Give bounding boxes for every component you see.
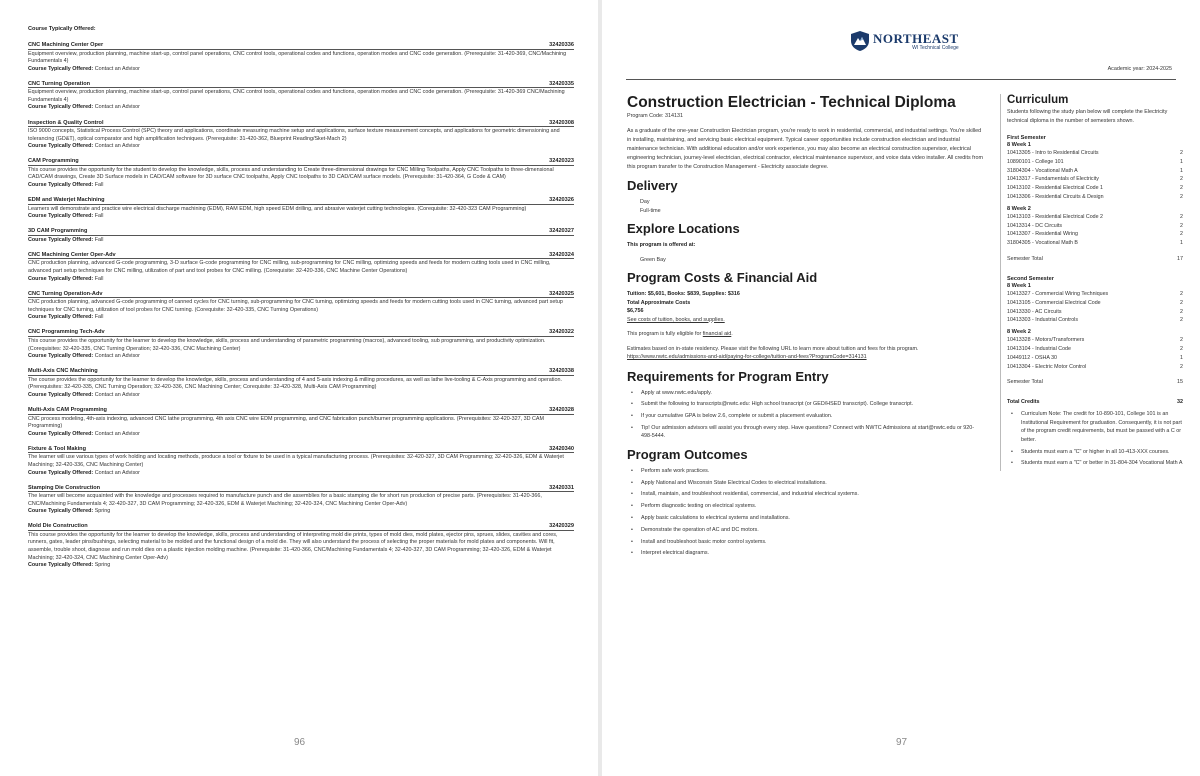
curriculum-course-title: 10413314 - DC Circuits [1007, 222, 1063, 229]
locations-heading: Explore Locations [627, 221, 740, 236]
course-code: 32420322 [549, 329, 574, 336]
curriculum-course-title: 10413102 - Residential Electrical Code 1 [1007, 185, 1103, 192]
course-header [28, 158, 574, 166]
course-name: CNC Machining Center Oper-Adv [28, 251, 116, 258]
course-code: 32420325 [549, 290, 574, 297]
curriculum-course-row [1007, 230, 1183, 239]
outcome-item: • Demonstrate the operation of AC and DC motors. [627, 526, 983, 535]
course-description: The course provides the opportunity for the learner to develop the knowledge, skills, process and understanding of 4 and 5-axis indexing & milling procedures, as well as lathe live-tooling & C-Axis programming and operation. (Prerequisites: 32-420-335, CNC Turning Operation; 32-420-336, CNC Machining Center; Corequisite: 32-420-328, Multi-Axis CAM Programming) [28, 376, 562, 391]
course-offered-label: Course Typically Offered: [28, 391, 94, 398]
course-entry [28, 329, 574, 360]
curriculum-course-credits: 1 [1180, 158, 1183, 165]
curriculum-course-title: 10413306 - Residential Circuits & Design [1007, 193, 1104, 200]
semester-total-value: 15 [1177, 379, 1183, 386]
course-offered-line [28, 276, 574, 284]
course-offered-line [28, 104, 574, 112]
program-intro: As a graduate of the one-year Construction Electrician program, you're ready to work in residential, commercial, and industrial settings. You're skilled in installing, maintaining, and servicing basic electrical equipment. Typical career opportunities include construction electrician and industrial maintenance technician. With additional education and/or work experience, you may also become an electrical construction supervisor, electrical engineering technician, journey-level electrician, electrical contractor, electrical maintenance supervisor, and voice data video installer. All credits from this program transfer to the Construction Management - Electricity associate degree. [627, 128, 983, 170]
shield-logo-icon [850, 30, 870, 52]
curriculum-course-title: 10413304 - Electric Motor Control [1007, 363, 1087, 370]
course-header [28, 368, 574, 376]
course-offered-value: Contact an Advisor [94, 104, 140, 111]
course-offered-line [28, 431, 574, 439]
requirements-list [627, 389, 983, 441]
college-logo [850, 30, 959, 52]
course-code: 32420328 [549, 407, 574, 414]
course-offered-value: Contact an Advisor [94, 430, 140, 437]
course-description: This course provides the opportunity for the learner to develop the knowledge, skills, process and understanding of interpreting mold die prints, types of mold dies, mold plates, ejector pins, sprues, slides, cavities and cores, runners, gates, leader pins/bushings, selecting material to be molded and the functional design of a mold die. They will also understand the process of selecting the proper materials for mold plates and components. Will fit, assemble, trouble shoot, diagnose and run mold dies on a plastic injection molding machine. (Prerequisite: 31-420-366, CNC/Machining Fundamentals 4; 32-420-327, 3D CAM Programming; 32-420-326, EDM & Waterjet Machining; 32-420-324, CNC Machining Center Oper-Adv) [28, 531, 558, 561]
course-header [28, 197, 574, 205]
course-header [28, 291, 574, 299]
course-entry [28, 228, 574, 244]
course-offered-value: Fall [94, 275, 104, 282]
course-offered-value: Contact an Advisor [94, 469, 140, 476]
semester-total-label: Semester Total [1007, 379, 1043, 386]
curriculum-course-row [1007, 363, 1183, 372]
course-name: Multi-Axis CNC Machining [28, 368, 98, 375]
curriculum-course-row [1007, 158, 1183, 167]
outcome-item: • Perform safe work practices. [627, 467, 983, 476]
curriculum-notes [1007, 410, 1183, 468]
curriculum-note: • Students must earn a "C" or higher in all 10-413-XXX courses. [1007, 448, 1183, 457]
curriculum-course-title: 31804305 - Vocational Math B [1007, 240, 1078, 247]
course-offered-line [28, 470, 574, 478]
course-name: CNC Turning Operation [28, 80, 91, 87]
curriculum-course-title: 10413330 - AC Circuits [1007, 308, 1062, 315]
course-name: Mold Die Construction [28, 523, 88, 530]
curriculum-course-row [1007, 316, 1183, 325]
semester-heading: Second Semester [1007, 275, 1054, 282]
costs-heading: Program Costs & Financial Aid [627, 270, 818, 285]
course-code: 32420336 [549, 42, 574, 48]
requirement-item: • Tip! Our admission advisors will assist you through every step. Have questions? Connect with NWTC Admissions at start@nwtc.edu or 920-498-5444. [627, 424, 983, 441]
course-description: CNC production planning, advanced G-code programming, 3-D surface G-code programming for CNC milling, sub-programming for CNC milling, optimizing speeds and feeds for modern cutting tools used in CNC milling, advanced part setup techniques for CNC milling, utilization of part and tool probes for CNC milling. (Corequisite: 32-420-336, CNC Machine Center Operations) [28, 260, 551, 274]
semester-total-row [1007, 256, 1183, 262]
course-offered-line [28, 314, 574, 322]
curriculum-course-title: 10413303 - Industrial Controls [1007, 317, 1078, 324]
course-offered-value: Contact an Advisor [94, 65, 140, 72]
continued-offered-label: Course Typically Offered: [28, 26, 96, 32]
delivery-heading: Delivery [627, 178, 678, 193]
course-offered-line [28, 392, 574, 400]
course-offered-value: Fall [94, 213, 104, 220]
curriculum-course-row [1007, 184, 1183, 193]
curriculum-course-title: 10413327 - Commercial Wiring Techniques [1007, 290, 1109, 297]
curriculum-course-title: 10413104 - Industrial Code [1007, 345, 1071, 352]
course-name: EDM and Waterjet Machining [28, 197, 105, 204]
course-name: CNC Programming Tech-Adv [28, 329, 105, 336]
course-name: CNC Turning Operation-Adv [28, 290, 103, 297]
course-header [28, 252, 574, 260]
course-entry [28, 446, 574, 477]
curriculum-course-title: 10413317 - Fundamentals of Electricity [1007, 176, 1099, 183]
curriculum-course-row [1007, 336, 1183, 345]
delivery-list [627, 198, 983, 215]
course-offered-label: Course Typically Offered: [28, 213, 94, 220]
outcome-item: • Interpret electrical diagrams. [627, 549, 983, 558]
course-offered-value: Fall [94, 182, 104, 189]
course-offered-label: Course Typically Offered: [28, 469, 94, 476]
course-entry [28, 252, 574, 283]
curriculum-course-title: 10890101 - College 101 [1007, 158, 1064, 165]
curriculum-course-credits: 2 [1180, 308, 1183, 315]
course-header [28, 120, 574, 128]
course-header [28, 81, 574, 89]
course-offered-line [28, 508, 574, 516]
course-description: Equipment overview, production planning, machine start-up, control panel operations, CNC control tools, operational codes and functions, operation modes and CNC code generation. (Prerequisite: 31-420-369, CNC/Machining Fundamentals 4) [28, 50, 567, 65]
course-entry [28, 407, 574, 438]
course-entry [28, 485, 574, 516]
curriculum-course-title: 10413105 - Commercial Electrical Code [1007, 299, 1101, 306]
estimate-note: Estimates based on in-state residency. Please visit the following URL to learn more about tuition and fees for this program. [627, 345, 919, 352]
semester-total-label: Semester Total [1007, 255, 1043, 262]
course-offered-label: Course Typically Offered: [28, 353, 94, 360]
curriculum-course-credits: 2 [1180, 337, 1183, 344]
location-item: Green Bay [640, 256, 666, 263]
course-offered-line [28, 66, 574, 74]
curriculum-course-credits: 2 [1180, 222, 1183, 229]
course-offered-label: Course Typically Offered: [28, 104, 94, 111]
course-offered-value: Contact an Advisor [94, 391, 140, 398]
curriculum-course-row [1007, 345, 1183, 354]
requirements-heading: Requirements for Program Entry [627, 368, 829, 384]
total-costs-label: Total Approximate Costs [627, 299, 691, 306]
curriculum-course-title: 10413103 - Residential Electrical Code 2 [1007, 213, 1103, 220]
curriculum-course-credits: 2 [1180, 150, 1183, 156]
course-entry [28, 197, 574, 221]
course-code: 32420326 [549, 197, 574, 204]
outcome-item: • Install and troubleshoot basic motor control systems. [627, 538, 983, 547]
semester-heading: First Semester [1007, 135, 1046, 141]
course-offered-label: Course Typically Offered: [28, 508, 94, 515]
curriculum-course-row [1007, 290, 1183, 299]
logo-subtitle: WI Technical College [912, 44, 959, 51]
right-page [602, 0, 1200, 776]
course-description: The learner will become acquainted with the knowledge and processes required to manufacture punch and die assemblies for a basic stamping die for short run production of precise parts. (Prerequisites: 31-420-366, CNC/Machining Fundamentals 4; 32-420-327, 3D CAM Programming; 32-420-326, EDM & Waterjet Machining; 32-420-324, CNC Machining Center Oper-Adv) [28, 493, 542, 507]
course-description: The learner will use various types of work holding and locating methods, produce a tool or fixture to be used in a typical manufacturing process. (Prerequisites: 32-420-327, 3D CAM Programming; 32-420-326, EDM & Waterjet Machining; 32-420-336, CNC Machining Center) [28, 454, 564, 468]
outcomes-heading: Program Outcomes [627, 446, 748, 462]
course-code: 32420340 [549, 445, 574, 452]
outcome-item: • Perform diagnostic testing on electrical systems. [627, 502, 983, 511]
page-number-left: 96 [294, 737, 306, 748]
course-description: ISO 9000 concepts, Statistical Process Control (SPC) theory and applications, coordinate measuring machine setup and applications, surface texture measurement concepts, and applications for geometric dimensioning and tolerancing (GD&T), optical comparator and high amplification techniques. (Prerequisite: 31-420-362, Blueprint Reading/Sket-Mach 2) [28, 128, 560, 142]
tuition-line: Tuition: $5,601, Books: $839, Supplies: $316 [627, 291, 740, 297]
course-offered-label: Course Typically Offered: [28, 236, 94, 243]
delivery-item: Day [640, 199, 650, 205]
page-number-right: 97 [896, 737, 908, 748]
locations-lead: This program is offered at: [627, 242, 696, 248]
course-description: This course provides the opportunity for the student to develop the knowledge, skills, process and understanding to Create three-dimensional drawings for CNC Milling Toolpaths, Apply CNC Toolpaths to three-dimensional CAD/CAM drawings, Create 3D Surface models in CAD/CAM software for 3D surface CNC toolpaths, Apply CNC toolpaths to 3D CAD/CAM surface models. (Prerequisite: 31-420-364, G Code & CAM) [28, 166, 554, 181]
aid-suffix: . [731, 331, 733, 337]
course-offered-value: Spring [94, 562, 111, 569]
costs-link[interactable]: See costs of tuition, books, and supplies. [627, 316, 725, 323]
course-offered-line [28, 237, 574, 245]
week-heading: 8 Week 2 [1007, 205, 1031, 212]
requirement-item: • Submit the following to transcripts@nwtc.edu: High school transcript (or GED/HSED transcript). College transcript. [627, 400, 983, 409]
course-offered-value: Spring [94, 508, 111, 515]
week-heading: 8 Week 1 [1007, 142, 1031, 148]
curriculum-course-row [1007, 213, 1183, 222]
course-header [28, 446, 574, 454]
course-code: 32420338 [549, 368, 574, 375]
course-offered-value: Fall [94, 236, 104, 243]
curriculum-course-credits: 2 [1180, 299, 1183, 306]
course-description: CNC production planning, advanced G-code programming of canned cycles for CNC turning, sub-programming for CNC turning, optimizing speeds and feeds for modern cutting tools used in CNC turning, advanced part setup techniques for CNC turning, utilization of tool probes for CNC turning. (Corequisite: 32-420-335, CNC Turning Operations) [28, 299, 563, 313]
course-header [28, 485, 574, 493]
curriculum-course-row [1007, 167, 1183, 176]
academic-year: Academic year: 2024-2025 [1107, 66, 1172, 72]
program-title: Construction Electrician - Technical Diploma [627, 94, 956, 111]
course-offered-label: Course Typically Offered: [28, 562, 94, 569]
curriculum-course-credits: 2 [1180, 213, 1183, 220]
course-header [28, 329, 574, 337]
course-code: 32420327 [549, 228, 574, 235]
course-description: This course provides the opportunity for the learner to develop the knowledge, skills, process and understanding of parametric programming (macros), advanced tooling, sub programming, and productivity optimization. (Corequisites: 32-420-335, CNC Turning Operation; 32-420-336, CNC Machining Center) [28, 337, 546, 352]
course-offered-value: Fall [94, 314, 104, 321]
curriculum-course-row [1007, 193, 1183, 202]
semester-block [1007, 135, 1183, 262]
total-credits-row [1007, 399, 1183, 405]
course-code: 32420324 [549, 251, 574, 258]
course-code: 32420331 [549, 484, 574, 491]
course-offered-label: Course Typically Offered: [28, 182, 94, 189]
course-offered-label: Course Typically Offered: [28, 430, 94, 437]
course-entry [28, 42, 574, 73]
course-entry [28, 120, 574, 151]
curriculum-course-row [1007, 222, 1183, 231]
curriculum-course-credits: 2 [1180, 317, 1183, 324]
course-offered-value: Contact an Advisor [94, 143, 140, 150]
curriculum-course-row [1007, 308, 1183, 317]
curriculum-course-title: 10413307 - Residential Wiring [1007, 231, 1078, 238]
semesters-container [1007, 135, 1183, 385]
course-name: Inspection & Quality Control [28, 119, 104, 126]
course-offered-line [28, 143, 574, 151]
course-offered-label: Course Typically Offered: [28, 65, 94, 72]
curriculum-course-credits: 2 [1180, 345, 1183, 352]
curriculum-course-credits: 1 [1180, 240, 1183, 247]
curriculum-course-credits: 2 [1180, 231, 1183, 238]
course-name: Multi-Axis CAM Programming [28, 407, 107, 414]
course-list [28, 26, 574, 577]
course-header [28, 42, 574, 50]
outcome-item: • Apply National and Wisconsin State Electrical Codes to electrical installations. [627, 479, 983, 488]
curriculum-course-credits: 2 [1180, 193, 1183, 200]
total-credits-value: 32 [1177, 399, 1183, 406]
course-header [28, 228, 574, 236]
curriculum-note: • Curriculum Note: The credit for 10-890-101, College 101 is an Institutional Requirement for graduation. Consequently, it is not part of the program credit requirements, but must be passed with a C or better. [1007, 410, 1183, 444]
curriculum-course-credits: 1 [1180, 354, 1183, 361]
curriculum-heading: Curriculum [1007, 94, 1069, 106]
aid-prefix: This program is fully eligible for [627, 331, 703, 337]
course-offered-line [28, 353, 574, 361]
financial-aid-line [627, 330, 983, 339]
course-header [28, 407, 574, 415]
course-entry [28, 291, 574, 322]
curriculum-course-row [1007, 354, 1183, 363]
course-name: CNC Machining Center Oper [28, 42, 104, 48]
course-header [28, 523, 574, 531]
curriculum-course-credits: 1 [1180, 167, 1183, 174]
requirement-item: • Apply at www.nwtc.edu/apply. [627, 389, 983, 398]
course-name: Stamping Die Construction [28, 484, 101, 491]
course-name: 3D CAM Programming [28, 228, 88, 235]
course-code: 32420329 [549, 523, 574, 530]
tuition-url-link[interactable]: https://www.nwtc.edu/admissions-and-aid/paying-for-college/tuition-and-fees?ProgramCode=314131 [627, 354, 867, 360]
course-name: CAM Programming [28, 158, 79, 165]
course-entry [28, 368, 574, 399]
course-code: 32420323 [549, 158, 574, 165]
curriculum-course-row [1007, 299, 1183, 308]
curriculum-note: • Students must earn a "C" or better in 31-804-304 Vocational Math A [1007, 459, 1183, 468]
course-description: Equipment overview, production planning, machine start-up, control panel operations, CNC control tools, operational codes and functions, operation modes and CNC code generation. (Prerequisite: 31-420-369 CNC/Machining Fundamentals 4) [28, 89, 565, 103]
semester-block [1007, 276, 1183, 385]
courses-container [28, 42, 574, 570]
course-offered-line [28, 213, 574, 221]
curriculum-course-row [1007, 149, 1183, 158]
financial-aid-link[interactable]: financial aid [702, 331, 732, 337]
curriculum-course-credits: 2 [1180, 363, 1183, 370]
curriculum-course-row [1007, 239, 1183, 248]
course-offered-value: Contact an Advisor [94, 353, 140, 360]
curriculum-course-title: 10413305 - Intro to Residential Circuits [1007, 150, 1099, 156]
header-divider [626, 79, 1176, 80]
locations-list [627, 256, 983, 265]
curriculum-intro: Students following the study plan below will complete the Electricity technical diploma in the number of semesters shown. [1007, 109, 1168, 124]
curriculum-course-credits: 2 [1180, 185, 1183, 192]
week-heading: 8 Week 1 [1007, 282, 1031, 289]
outcome-item: • Apply basic calculations to electrical systems and installations. [627, 514, 983, 523]
program-code: Program Code: 314131 [627, 113, 684, 119]
course-entry [28, 523, 574, 569]
curriculum-course-row [1007, 175, 1183, 184]
left-page [0, 0, 598, 776]
week-heading: 8 Week 2 [1007, 329, 1031, 336]
outcome-item: • Install, maintain, and troubleshoot residential, commercial, and industrial electrical systems. [627, 490, 983, 499]
course-name: Fixture & Tool Making [28, 445, 87, 452]
total-credits-label: Total Credits [1007, 399, 1040, 406]
requirement-item: • If your cumulative GPA is below 2.6, complete or submit a placement evaluation. [627, 412, 983, 421]
program-main-column [627, 94, 983, 561]
curriculum-course-title: 31804304 - Vocational Math A [1007, 167, 1078, 174]
course-code: 32420335 [549, 80, 574, 87]
course-description: CNC process modeling, 4th-axis indexing, advanced CNC lathe programming, 4th axis CNC wire EDM programming, and CNC fabrication punch/burner programming applications. (Prerequisites: 32-420-327, 3D CAM Programming) [28, 415, 544, 430]
course-entry [28, 158, 574, 189]
curriculum-course-title: 10413328 - Motors/Transformers [1007, 337, 1085, 344]
outcomes-list [627, 467, 983, 558]
course-description: Learners will demonstrate and practice wire electrical discharge machining (EDM), RAM EDM, high speed EDM drilling, and abrasive waterjet cutting technologies. (Corequisite: 32-420-323 CAM Programming) [28, 205, 527, 212]
course-code: 32420308 [549, 119, 574, 126]
semester-total-value: 17 [1177, 255, 1183, 262]
curriculum-course-credits: 2 [1180, 176, 1183, 183]
total-costs-value: $6,756 [627, 308, 644, 314]
curriculum-course-credits: 2 [1180, 290, 1183, 297]
course-offered-label: Course Typically Offered: [28, 314, 94, 321]
semester-total-row [1007, 379, 1183, 385]
course-offered-line [28, 562, 574, 570]
curriculum-course-title: 10449112 - OSHA 30 [1007, 354, 1057, 361]
logo-wordmark: NORTHEAST [873, 30, 959, 46]
course-entry [28, 81, 574, 112]
delivery-item: Full-time [640, 207, 661, 214]
course-offered-line [28, 182, 574, 190]
course-offered-label: Course Typically Offered: [28, 143, 94, 150]
course-offered-label: Course Typically Offered: [28, 275, 94, 282]
curriculum-sidebar [1000, 94, 1183, 471]
